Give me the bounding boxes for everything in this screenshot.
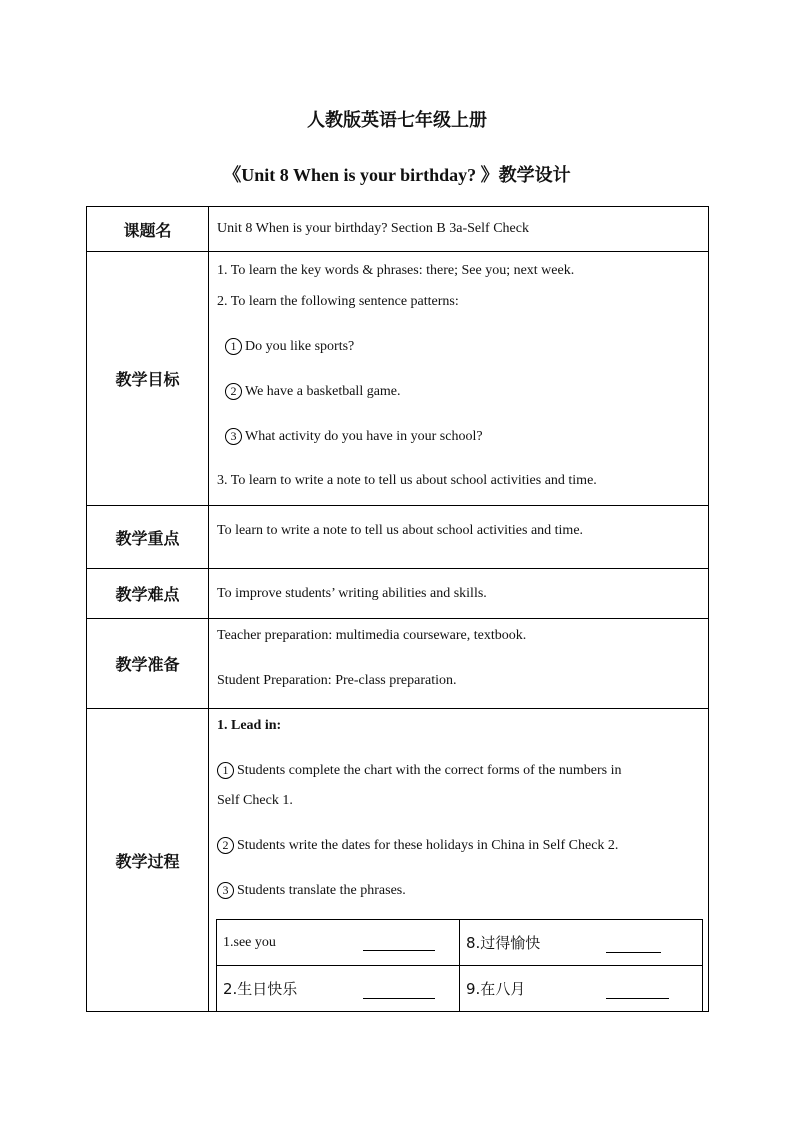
- step-1-cont: Self Check 1.: [217, 793, 293, 808]
- phrase-text: 2.生日快乐: [223, 980, 298, 998]
- phrase-row: [217, 966, 703, 1012]
- label-key: 教学重点: [87, 506, 209, 569]
- teacher-prep: Teacher preparation: multimedia courseware, textbook.: [217, 628, 527, 643]
- prep-content: [209, 619, 709, 709]
- circled-number: 2: [225, 383, 242, 400]
- process-content: [209, 709, 709, 1012]
- key-content: [209, 506, 709, 569]
- goal-line-1: 1. To learn the key words & phrases: there; See you; next week.: [217, 263, 575, 278]
- pattern-3: [217, 428, 700, 446]
- phrase-cell: [460, 920, 703, 966]
- label-process: 教学过程: [87, 709, 209, 1012]
- row-process: [87, 709, 709, 1012]
- row-topic: [87, 207, 709, 252]
- label-goals: 教学目标: [87, 252, 209, 506]
- step-3-text: Students translate the phrases.: [237, 883, 406, 898]
- phrase-table: [216, 919, 703, 1011]
- circled-number: 3: [225, 428, 242, 445]
- document-title: 人教版英语七年级上册: [307, 110, 487, 130]
- goal-line-2: 2. To learn the following sentence patterns:: [217, 294, 459, 309]
- answer-blank[interactable]: [363, 984, 435, 999]
- circled-number: 3: [217, 882, 234, 899]
- label-topic: 课题名: [87, 207, 209, 252]
- answer-blank[interactable]: [606, 938, 661, 953]
- pattern-1-text: Do you like sports?: [245, 339, 355, 354]
- row-prep: [87, 619, 709, 709]
- pattern-2-text: We have a basketball game.: [245, 384, 401, 399]
- step-1-text: Students complete the chart with the correct forms of the numbers in: [237, 763, 622, 778]
- label-prep: 教学准备: [87, 619, 209, 709]
- lesson-plan-table: [86, 206, 709, 1012]
- circled-number: 2: [217, 837, 234, 854]
- phrase-text: 8.过得愉快: [466, 934, 541, 952]
- row-goals: [87, 252, 709, 506]
- circled-number: 1: [217, 762, 234, 779]
- phrase-row: [217, 920, 703, 966]
- step-3: [217, 882, 700, 900]
- pattern-2: [217, 383, 700, 401]
- phrase-cell: [217, 966, 460, 1012]
- difficult-text: To improve students’ writing abilities and skills.: [217, 585, 487, 601]
- document-subtitle: 《Unit 8 When is your birthday? 》教学设计: [223, 165, 571, 185]
- step-1: [217, 762, 700, 780]
- circled-number: 1: [225, 338, 242, 355]
- pattern-1: [217, 338, 700, 356]
- label-difficult: 教学难点: [87, 569, 209, 619]
- goals-content: [209, 252, 709, 506]
- difficult-content: [209, 569, 709, 619]
- answer-blank[interactable]: [606, 984, 669, 999]
- row-key: [87, 506, 709, 569]
- pattern-3-text: What activity do you have in your school?: [245, 429, 483, 444]
- lead-in-heading: 1. Lead in:: [217, 718, 282, 733]
- row-difficult: [87, 569, 709, 619]
- goal-line-3: 3. To learn to write a note to tell us about school activities and time.: [217, 473, 597, 488]
- phrase-cell: [460, 966, 703, 1012]
- phrase-text: 9.在八月: [466, 980, 526, 998]
- phrase-cell: [217, 920, 460, 966]
- topic-line: Unit 8 When is your birthday? Section B 3a-Self Check: [217, 221, 529, 236]
- step-2: [217, 837, 700, 855]
- phrase-text: 1.see you: [223, 934, 276, 950]
- answer-blank[interactable]: [363, 936, 435, 951]
- student-prep: Student Preparation: Pre-class preparation.: [217, 673, 457, 688]
- topic-text: [209, 207, 709, 252]
- step-2-text: Students write the dates for these holidays in China in Self Check 2.: [237, 838, 619, 853]
- key-text: To learn to write a note to tell us about school activities and time.: [217, 523, 584, 538]
